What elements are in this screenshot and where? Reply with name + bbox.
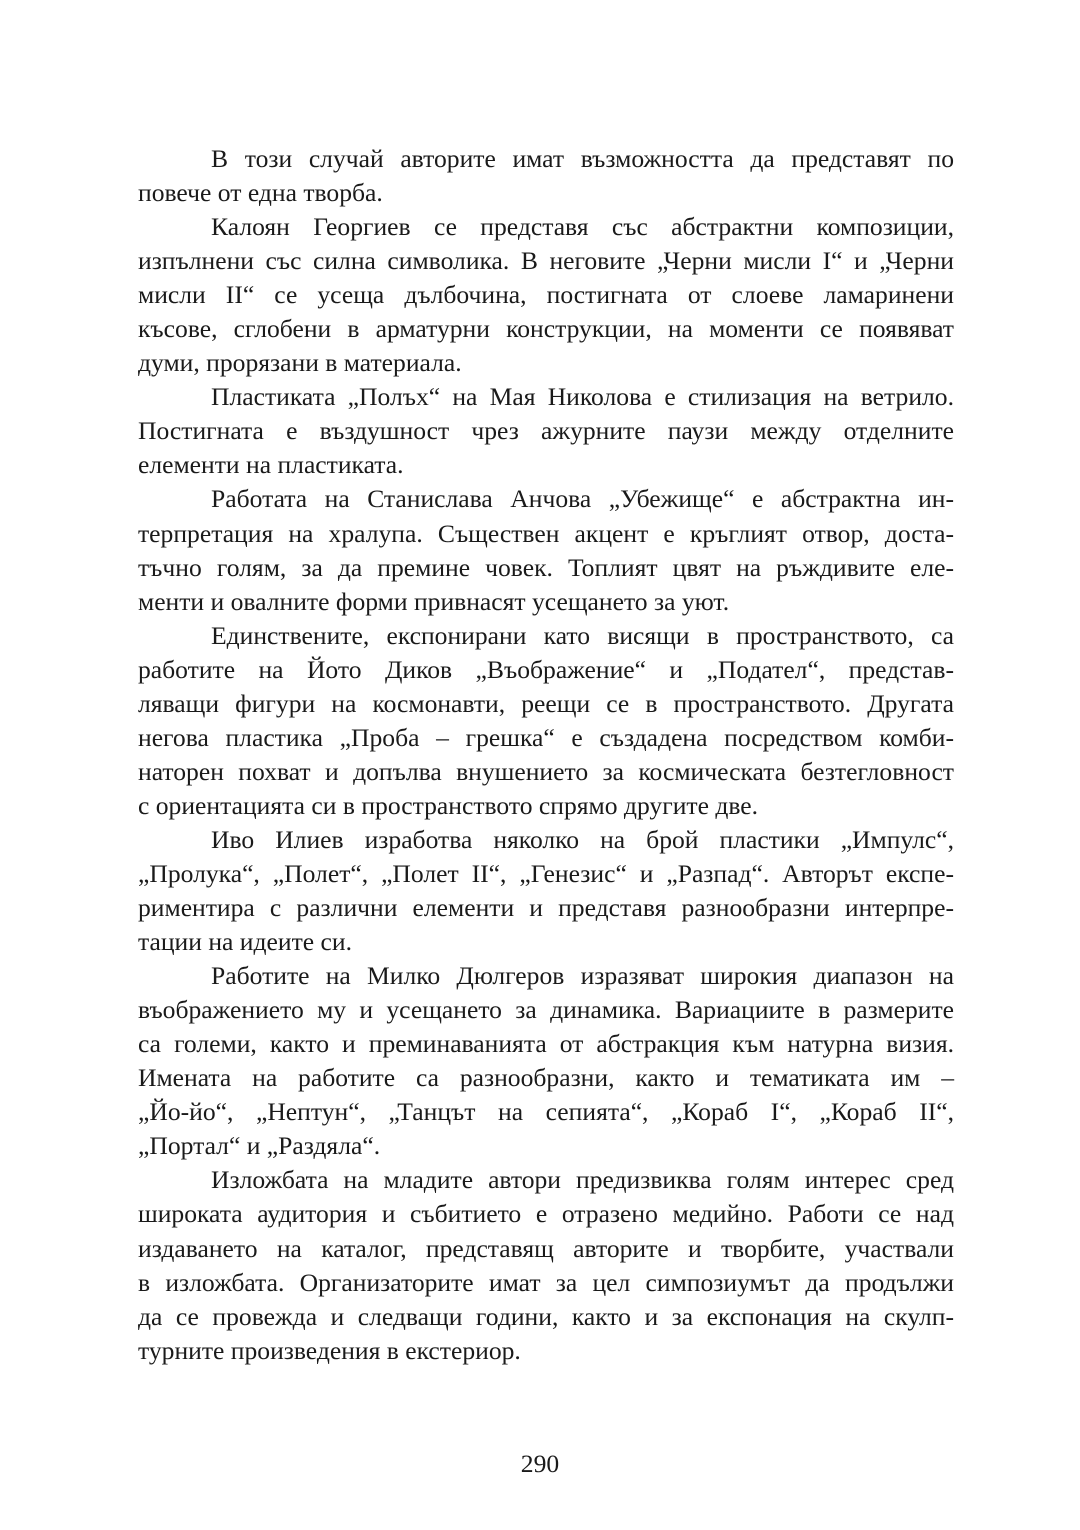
text-line: въображението му и усещането за динамика. Вариациите в размерите xyxy=(138,995,954,1025)
text-line: повече от една творба. xyxy=(138,178,383,208)
text-line: са големи, както и преминаванията от абстракция към натурна визия. xyxy=(138,1029,954,1059)
text-line: Имената на работите са разнообразни, както и тематиката им – xyxy=(138,1063,954,1093)
paragraph xyxy=(138,1163,954,1367)
text-line: широката аудитория и събитието е отразено медийно. Работи се над xyxy=(138,1199,954,1229)
paragraph xyxy=(138,959,954,1163)
text-line: тъчно голям, за да премине човек. Топлият цвят на ръждивите еле- xyxy=(138,552,954,582)
text-line: работите на Йото Диков „Въображение“ и „Подател“, представ- xyxy=(138,654,954,684)
text-line: издаването на каталог, представящ авторите и творбите, участвали xyxy=(138,1233,954,1263)
paragraph xyxy=(138,619,954,823)
text-line: Изложбата на младите автори предизвиква голям интерес сред xyxy=(211,1165,954,1195)
text-line: Работите на Милко Дюлгеров изразяват широкия диапазон на xyxy=(211,961,954,991)
text-line: Иво Илиев изработва няколко на брой пластики „Импулс“, xyxy=(211,824,954,854)
text-line: „Портал“ и „Раздяла“. xyxy=(138,1131,381,1161)
paragraph xyxy=(138,380,954,482)
text-line: турните произведения в екстериор. xyxy=(138,1335,521,1365)
text-line: „Пролука“, „Полет“, „Полет II“, „Генезис“ и „Разпад“. Авторът експе- xyxy=(138,858,954,888)
text-line: риментира с различни елементи и представя разнообразни интерпре- xyxy=(138,893,954,923)
text-line: Работата на Станислава Анчова „Убежище“ е абстрактна ин- xyxy=(211,484,954,514)
text-line: В този случай авторите имат възможността да представят по xyxy=(211,144,954,173)
text-line: тации на идеите си. xyxy=(138,927,352,957)
text-line: „Йо-йо“, „Нептун“, „Танцът на сепията“, „Кораб I“, „Кораб II“, xyxy=(138,1097,954,1127)
text-line: в изложбата. Организаторите имат за цел симпозиумът да продължи xyxy=(138,1267,954,1297)
text-line: негова пластика „Проба – грешка“ е създадена посредством комби- xyxy=(138,722,954,752)
text-line: ляващи фигури на космонавти, реещи се в пространството. Другата xyxy=(138,688,954,718)
text-line: терпретация на хралупа. Съществен акцент е кръглият отвор, доста- xyxy=(138,518,954,548)
text-line: елементи на пластиката. xyxy=(138,450,404,480)
text-line: менти и овалните форми привнасят усещането за уют. xyxy=(138,586,730,616)
text-line: Калоян Георгиев се представя със абстрактни композиции, xyxy=(211,212,954,242)
text-line: изпълнени със силна символика. В неговите „Черни мисли I“ и „Черни xyxy=(138,246,954,276)
paragraph xyxy=(138,142,954,210)
text-line: с ориентацията си в пространството спрямо другите две. xyxy=(138,790,759,820)
text-line: късове, сглобени в арматурни конструкции, на моменти се появяват xyxy=(138,314,954,344)
text-line: мисли II“ се усеща дълбочина, постигната от слоеве ламаринени xyxy=(138,280,954,310)
paragraph xyxy=(138,210,954,380)
body-text xyxy=(138,142,954,1368)
text-line: Пластиката „Полъх“ на Мая Николова е стилизация на ветрило. xyxy=(211,382,954,412)
paragraph xyxy=(138,482,954,618)
text-line: да се провежда и следващи години, както и за експонация на скулп- xyxy=(138,1301,954,1331)
text-line: думи, прорязани в материала. xyxy=(138,348,462,378)
text-line: Единствените, експонирани като висящи в пространството, са xyxy=(211,620,954,650)
page-number: 290 xyxy=(520,1449,560,1478)
text-line: наторен похват и допълва внушението за космическата безтегловност xyxy=(138,756,954,786)
text-line: Постигната е въздушност чрез ажурните паузи между отделните xyxy=(138,416,954,446)
paragraph xyxy=(138,823,954,959)
